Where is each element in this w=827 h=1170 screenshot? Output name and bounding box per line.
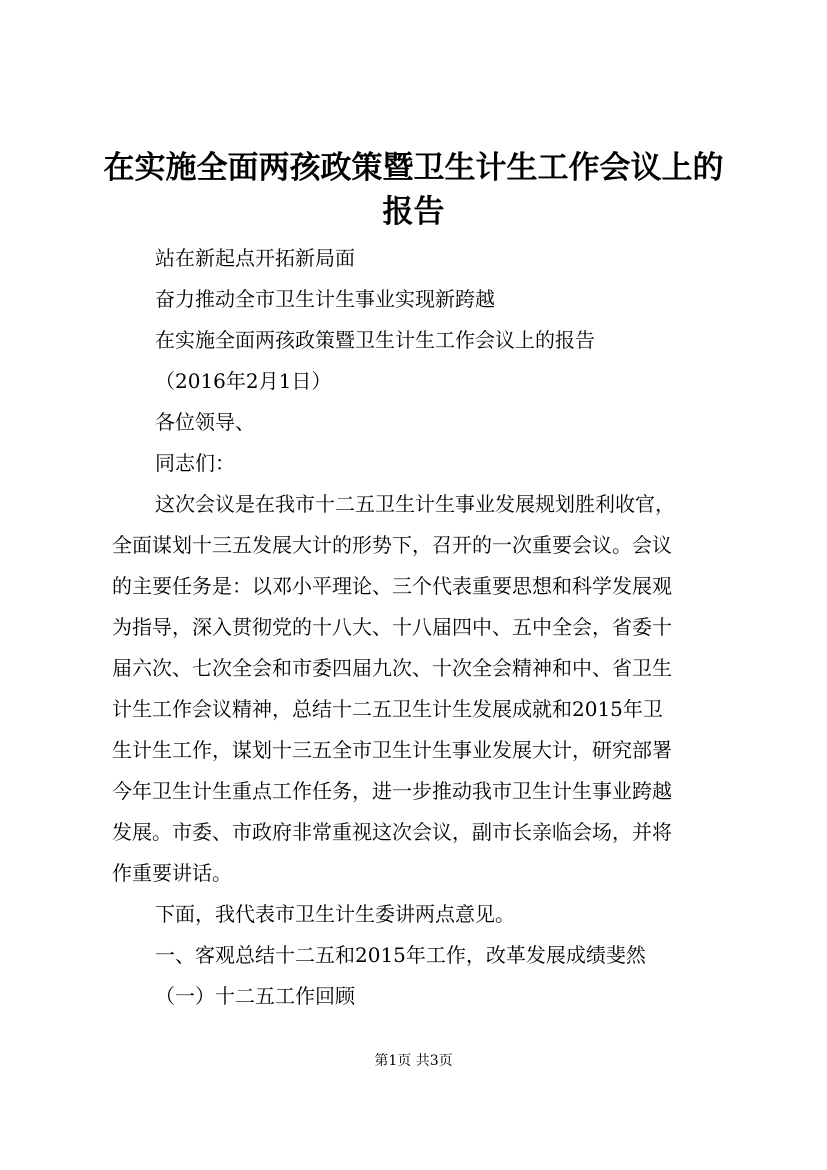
page-footer: 第1页 共3页 bbox=[374, 1053, 453, 1069]
body-line: 这次会议是在我市十二五卫生计生事业发展规划胜利收官， bbox=[155, 492, 675, 516]
title-line-2: 报告 bbox=[382, 194, 445, 230]
body-line: （2016年2月1日） bbox=[155, 369, 332, 393]
body-line: 下面，我代表市卫生计生委讲两点意见。 bbox=[155, 902, 515, 926]
body-line: 作重要讲话。 bbox=[112, 861, 232, 885]
body-line: 发展。市委、市政府非常重视这次会议，副市长亲临会场，并将 bbox=[112, 820, 672, 844]
body-line: 各位领导、 bbox=[155, 410, 255, 434]
document-body bbox=[112, 238, 724, 1017]
body-line: （一）十二五工作回顾 bbox=[155, 984, 355, 1008]
body-line: 站在新起点开拓新局面 bbox=[155, 246, 355, 270]
body-line: 同志们： bbox=[155, 451, 235, 475]
body-line: 今年卫生计生重点工作任务，进一步推动我市卫生计生事业跨越 bbox=[112, 779, 672, 803]
body-line: 全面谋划十三五发展大计的形势下，召开的一次重要会议。会议 bbox=[112, 533, 672, 557]
title-line-1: 在实施全面两孩政策暨卫生计生工作会议上的 bbox=[103, 150, 724, 186]
body-line: 届六次、七次全会和市委四届九次、十次全会精神和中、省卫生 bbox=[112, 656, 672, 680]
body-line: 一、客观总结十二五和2015年工作，改革发展成绩斐然 bbox=[155, 943, 646, 967]
body-line: 为指导，深入贯彻党的十八大、十八届四中、五中全会，省委十 bbox=[112, 615, 672, 639]
body-line: 在实施全面两孩政策暨卫生计生工作会议上的报告 bbox=[155, 328, 595, 352]
body-line: 生计生工作，谋划十三五全市卫生计生事业发展大计，研究部署 bbox=[112, 738, 672, 762]
body-line: 计生工作会议精神，总结十二五卫生计生发展成就和2015年卫 bbox=[112, 697, 663, 721]
body-line: 奋力推动全市卫生计生事业实现新跨越 bbox=[155, 287, 495, 311]
body-line: 的主要任务是：以邓小平理论、三个代表重要思想和科学发展观 bbox=[112, 574, 672, 598]
document-title bbox=[100, 146, 727, 234]
